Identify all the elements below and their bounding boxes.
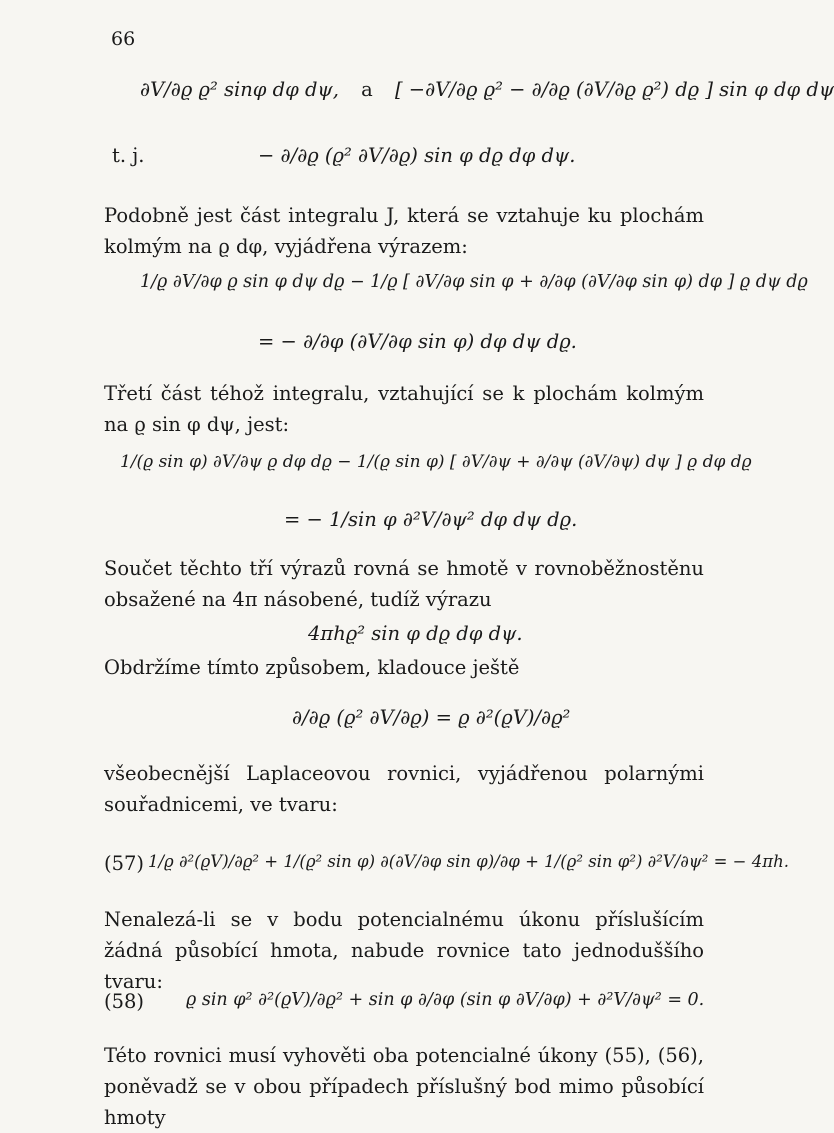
page-number: 66 xyxy=(111,28,136,50)
paragraph-5: všeobecnější Laplaceovou rovnici, vyjádřenou polarnými souřadnicemi, ve tvaru: xyxy=(104,762,704,816)
tj-label: t. j. xyxy=(112,144,145,167)
paragraph-6: Nenalezá-li se v bodu potencialnému úkonu příslušícím žádná působící hmota, nabude rovnice tato jednoduššího tvaru: xyxy=(104,908,704,993)
equation-2-line-1: 1/ϱ ∂V/∂φ ϱ sin φ dψ dϱ − 1/ϱ [ ∂V/∂φ sin φ + ∂/∂φ (∂V/∂φ sin φ) dφ ] ϱ dψ dϱ xyxy=(140,272,808,292)
paragraph-1: Podobně jest část integralu J, která se vztahuje ku plochám kolmým na ϱ dφ, vyjádřena výrazem: xyxy=(104,204,704,258)
equation-4: 4πhϱ² sin φ dϱ dφ dψ. xyxy=(308,622,523,645)
equation-tj: − ∂/∂ϱ (ϱ² ∂V/∂ϱ) sin φ dϱ dφ dψ. xyxy=(258,144,576,167)
paragraph-4: Obdržíme tímto způsobem, kladouce ještě xyxy=(104,656,520,679)
paragraph-2: Třetí část téhož integralu, vztahující se k plochám kolmým na ϱ sin φ dψ, jest: xyxy=(104,382,704,436)
equation-5: ∂/∂ϱ (ϱ² ∂V/∂ϱ) = ϱ ∂²(ϱV)/∂ϱ² xyxy=(292,706,571,729)
equation-58-label: (58) xyxy=(104,990,145,1013)
equation-top-a: ∂V/∂ϱ ϱ² sinφ dφ dψ, xyxy=(140,78,339,101)
equation-3-line-1: 1/(ϱ sin φ) ∂V/∂ψ ϱ dφ dϱ − 1/(ϱ sin φ) [ ∂V/∂ψ + ∂/∂ψ (∂V/∂ψ) dψ ] ϱ dφ dϱ xyxy=(120,452,752,472)
equation-2-line-2: = − ∂/∂φ (∂V/∂φ sin φ) dφ dψ dϱ. xyxy=(258,330,577,353)
equation-57: 1/ϱ ∂²(ϱV)/∂ϱ² + 1/(ϱ² sin φ) ∂(∂V/∂φ sin φ)/∂φ + 1/(ϱ² sin φ²) ∂²V/∂ψ² = − 4πh. xyxy=(148,852,789,871)
paragraph-3: Součet těchto tří výrazů rovná se hmotě v rovnoběžnostěnu obsažené na 4π násobené, tudíž výrazu xyxy=(104,557,704,611)
equation-top xyxy=(140,78,834,101)
equation-top-b: [ −∂V/∂ϱ ϱ² − ∂/∂ϱ (∂V/∂ϱ ϱ²) dϱ ] sin φ dφ dψ xyxy=(394,78,834,101)
paragraph-7: Této rovnici musí vyhověti oba potencialné úkony (55), (56), poněvadž se v obou případech příslušný bod mimo působící hmoty xyxy=(104,1044,704,1129)
equation-58: ϱ sin φ² ∂²(ϱV)/∂ϱ² + sin φ ∂/∂φ (sin φ ∂V/∂φ) + ∂²V/∂ψ² = 0. xyxy=(186,990,705,1010)
equation-top-conjunction: a xyxy=(361,78,373,101)
equation-3-line-2: = − 1/sin φ ∂²V/∂ψ² dφ dψ dϱ. xyxy=(284,508,578,531)
equation-57-label: (57) xyxy=(104,852,145,875)
